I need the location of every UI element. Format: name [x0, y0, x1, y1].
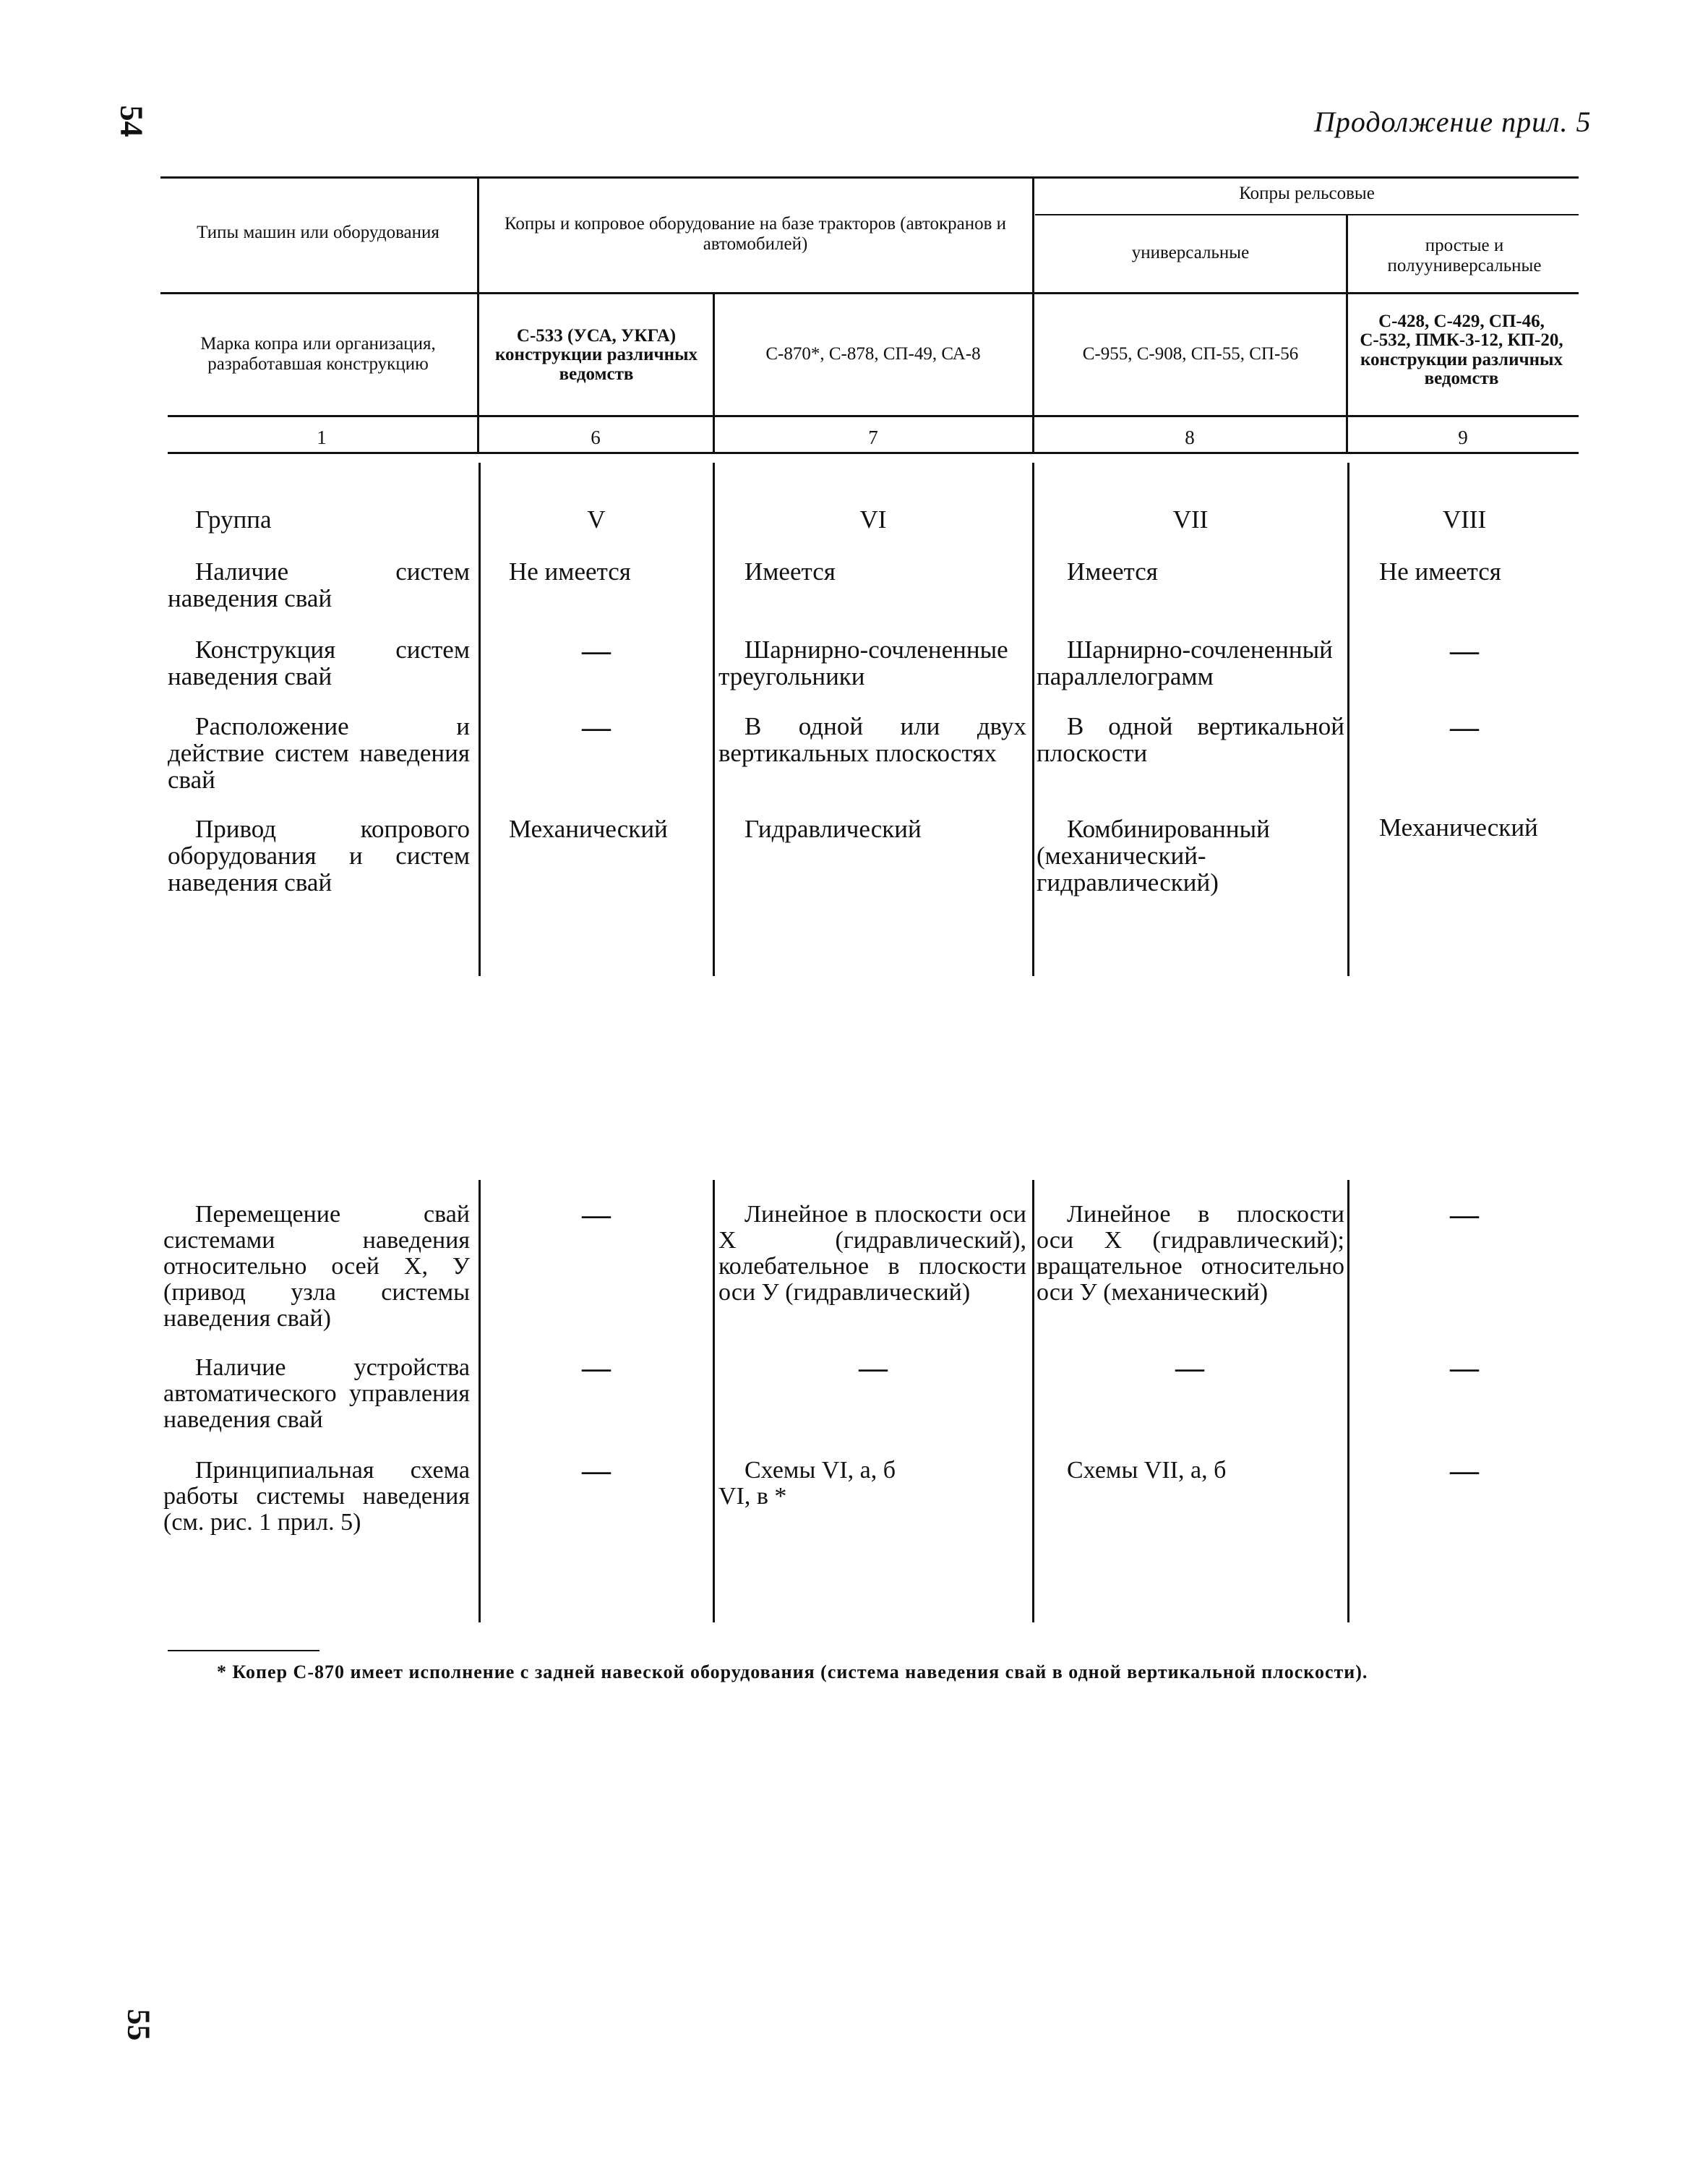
col-number-9: 9 — [1458, 427, 1468, 448]
cell-col-9: — — [1450, 1198, 1479, 1231]
cell-col-7: Шарнирно-сочлененные треугольники — [718, 636, 1008, 690]
types-label: Типы машин или оборудования — [197, 223, 439, 242]
brand-label: Марка копра или организация, разработавшая конструкцию — [200, 334, 436, 374]
row-label: Конструкция систем наведения свай — [168, 636, 470, 690]
cell-col-6: — — [582, 1198, 611, 1231]
cell-col-6: Механический — [509, 815, 668, 843]
cell-col-6: — — [582, 1454, 611, 1486]
col-number-1: 1 — [317, 427, 327, 448]
cell-col-9: Механический — [1379, 813, 1538, 842]
cell-col-7: Гидравлический — [744, 815, 922, 843]
brand-col-7: С-870*, С-878, СП-49, СА-8 — [765, 344, 981, 364]
cell-col-7: Линейное в плоскости оси X (гидравлический), колебательное в плоскости оси У (гидравлический) — [718, 1201, 1026, 1306]
cell-col-6: — — [582, 1351, 611, 1384]
cell-col-6: — — [582, 634, 611, 667]
cell-col-9: VIII — [1442, 505, 1487, 534]
rail-universal-header: универсальные — [1131, 243, 1250, 262]
cell-col-6: V — [587, 505, 606, 534]
row-label: Привод копрового оборудования и систем наведения свай — [168, 815, 470, 897]
cell-col-8: — — [1175, 1351, 1204, 1384]
cell-col-8: Комбинированный (механический-гидравлический) — [1037, 815, 1270, 897]
brand-col-8: С-955, С-908, СП-55, СП-56 — [1082, 344, 1299, 364]
cell-col-6: Не имеется — [509, 557, 631, 586]
cell-col-9: Не имеется — [1379, 557, 1501, 586]
brand-col-9: С-428, С-429, СП-46, С-532, ПМК-3-12, КП-20, конструкции различных ведомств — [1360, 312, 1563, 388]
cell-col-7: VI — [859, 505, 887, 534]
footnote-rule — [168, 1650, 319, 1651]
page-number-top: 54 — [113, 105, 150, 137]
col-number-8: 8 — [1185, 427, 1195, 448]
continuation-label: Продолжение прил. 5 — [1314, 106, 1592, 138]
cell-col-9: — — [1450, 634, 1479, 667]
row-label: Наличие систем наведения свай — [168, 557, 470, 612]
cell-col-7: Имеется — [744, 557, 836, 586]
cell-col-7: — — [859, 1351, 888, 1384]
row-label: Группа — [195, 505, 272, 534]
cell-col-8: Шарнирно-сочлененный параллелограмм — [1037, 636, 1333, 690]
cell-col-8: Линейное в плоскости оси X (гидравлический); вращательное относительно оси У (механический) — [1037, 1201, 1344, 1306]
col-number-7: 7 — [868, 427, 878, 448]
row-label: Перемещение свай системами наведения относительно осей X, У (привод узла системы наведения свай) — [163, 1201, 470, 1332]
row-label: Расположение и действие систем наведения свай — [168, 712, 470, 794]
cell-col-9: — — [1450, 711, 1479, 743]
cell-col-7: Схемы VI, а, б VI, в * — [718, 1457, 896, 1510]
cell-col-9: — — [1450, 1454, 1479, 1486]
footnote: * Копер С-870 имеет исполнение с задней навеской оборудования (система наведения свай в одной вертикальной плоскости). — [217, 1661, 1368, 1682]
page-number-bottom: 55 — [121, 2008, 157, 2041]
row-label: Наличие устройства автоматического управления наведения свай — [163, 1354, 470, 1433]
tractor-group-header: Копры и копровое оборудование на базе тракторов (автокранов и автомобилей) — [504, 214, 1007, 254]
col-number-6: 6 — [591, 427, 601, 448]
cell-col-9: — — [1450, 1351, 1479, 1384]
cell-col-8: В одной вертикальной плоскости — [1037, 712, 1344, 767]
cell-col-8: VII — [1172, 505, 1209, 534]
cell-col-8: Схемы VII, а, б — [1067, 1457, 1227, 1484]
row-label: Принципиальная схема работы системы наведения (см. рис. 1 прил. 5) — [163, 1457, 470, 1536]
cell-col-6: — — [582, 711, 611, 743]
rail-group-header: Копры рельсовые — [1239, 184, 1375, 203]
brand-col-6: С-533 (УСА, УКГА) конструкции различных ведомств — [494, 326, 698, 384]
cell-col-7: В одной или двух вертикальных плоскостях — [718, 712, 1026, 767]
cell-col-8: Имеется — [1067, 557, 1158, 586]
rail-simple-header: простые и полууниверсальные — [1387, 236, 1542, 275]
